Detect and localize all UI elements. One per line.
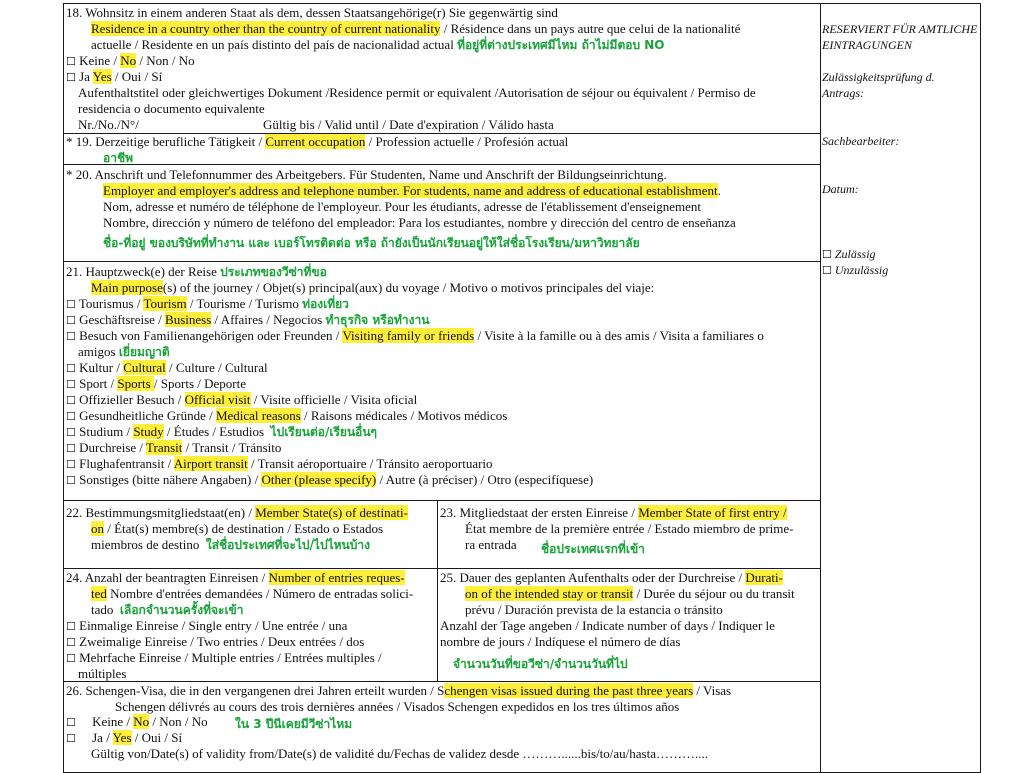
opt-hl: Cultural [123,360,166,375]
s25-b: / Durée du séjour ou du transit [633,586,795,601]
s18-line3-text: actuelle / Residente en un país distinto del país de nacionalidad actual [91,37,454,52]
opt-a: Kultur / [79,360,124,375]
opt-hl: Sports [117,376,154,391]
s23-line3: ra entrada [465,537,517,552]
opt-b: / Études / Estudios [163,424,265,439]
checkbox-icon[interactable]: ☐ [66,636,76,649]
divider-20-21 [63,261,821,262]
checkbox-icon[interactable]: ☐ [66,378,76,391]
checkbox-icon[interactable]: ☐ [66,474,76,487]
opt-b: / Sports / Deporte [153,376,246,391]
opt-thai: ไปเรียนต่อ/เรียนอื่นๆ [270,425,377,439]
s18-line6: Aufenthaltstitel oder gleichwertiges Dokument /Residence permit or equivalent /Autorisation de séjour ou équivalent / Permiso de [78,85,756,100]
s25-line1 [440,570,783,586]
s22-line1 [66,505,408,521]
s18-line7: residencia o documento equivalente [78,101,265,116]
s26-a: 26. Schengen-Visa, die in den vergangenen drei Jahren erteilt wurden / S [66,683,445,698]
opt-a: Sonstiges (bitte nähere Angaben) / [79,472,262,487]
s20-line4: Nombre, dirección y número de teléfono del empleador: Para los estudiantes, nombre y dirección del centro de enseñanza [103,215,736,230]
s23-hl: Member State of first entry / [638,505,787,520]
s21-option-airport-transit[interactable] [66,456,493,473]
s25-hl2: on of the intended stay or transit [465,586,634,601]
s18-yes-a: Ja [79,69,93,84]
s22-line3 [91,537,370,553]
opt-b: / Visite à la famille ou à des amis / Visita a familiares o [474,328,764,343]
s25-hl: Durati- [745,570,783,585]
opt-thai: เยี่ยมญาติ [118,345,170,359]
s18-yes-b: / Oui / Sí [111,69,163,84]
official-use-frame [820,3,981,773]
checkbox-icon[interactable]: ☐ [822,264,832,277]
s21-amigos-line [78,344,170,360]
s24-o3: Mehrfache Einreise / Multiple entries / Entrées multiples / [79,650,382,665]
opt-a: Offizieller Besuch / [79,392,185,407]
checkbox-icon[interactable]: ☐ [66,71,76,84]
s26-validity-dates-field[interactable]: Gültig von/Date(s) of validity from/Date(s) de validité du/Fechas de validez desde ………......bis/to/au/hasta……….... [91,746,708,761]
clerk-label: Sachbearbeiter: [822,134,900,148]
s21-hl: Main purpose [91,280,163,295]
s19-thai-note: อาชีพ [103,151,133,165]
checkbox-icon[interactable]: ☐ [66,394,76,407]
s26-yes-b: / Oui / Sí [131,730,183,745]
s24-line-multiples: múltiples [78,666,127,681]
s21-option-study[interactable] [66,424,377,441]
s21-title: 21. Hauptzweck(e) der Reise [66,264,217,279]
s18-thai-note: ที่อยู่ที่ต่างประเทศมีไหม ถ้าไม่มีตอบ NO [457,38,665,52]
s25-line3: prévu / Duración prevista de la estancia o tránsito [465,602,723,617]
s26-option-no[interactable] [66,714,208,731]
s18-option-yes[interactable] [66,69,162,86]
s21-option-visiting-family[interactable] [66,328,764,345]
opt-hl: Other (please specify) [261,472,377,487]
opt-b: / Visite officielle / Visita oficial [250,392,418,407]
s21-option-tourism[interactable] [66,296,349,313]
s24-hl: Number of entries reques- [268,570,405,585]
s21-heading [66,264,327,280]
checkbox-icon[interactable]: ☐ [66,620,76,633]
checkbox-icon[interactable]: ☐ [66,330,76,343]
s20-thai-note: ชื่อ-ที่อยู่ ของบริษัทที่ทำงาน และ เบอร์โทรติดต่อ หรือ ถ้ายังเป็นนักเรียนอยู่ให้ใส่ชื่อโรงเรียน/มหาวิทยาลัย [103,236,640,250]
checkbox-icon[interactable]: ☐ [66,732,76,745]
checkbox-icon[interactable]: ☐ [66,55,76,68]
s26-b: / Visas [693,683,732,698]
opt-hl: Official visit [184,392,251,407]
s23-line2: État membre de la première entrée / Estado miembro de prime- [465,521,794,536]
s26-yes-a: Ja / [92,730,113,745]
opt-thai: ทำธุรกิจ หรือทำงาน [325,313,430,327]
opt-a: Studium / [79,424,134,439]
s24-option-two[interactable] [66,634,364,651]
opt-hl: Study [133,424,164,439]
divider-19-20 [63,164,821,165]
checkbox-icon[interactable]: ☐ [66,410,76,423]
s24-hl2: ted [91,586,107,601]
checkbox-icon[interactable]: ☐ [66,652,76,665]
opt-hl: Airport transit [173,456,248,471]
s24-o2: Zweimalige Einreise / Two entries / Deux entrées / dos [79,634,365,649]
opt-b: / Transit / Tránsito [182,440,282,455]
application-label: Antrags: [822,86,864,100]
s19-hl: Current occupation [265,134,366,149]
s24-o1: Einmalige Einreise / Single entry / Une entrée / una [79,618,348,633]
s24-option-multiple[interactable] [66,650,382,667]
s19-b: / Profession actuelle / Profesión actual [365,134,569,149]
s24-l3: tado [91,602,114,617]
admissible-label: Zulässig [834,247,876,261]
s18-heading: 18. Wohnsitz in einem anderen Staat als dem, dessen Staatsangehörige(r) Sie gegenwärtig sind [66,5,558,20]
opt-a: Tourismus / [78,296,144,311]
inadmissible-option[interactable] [822,262,888,279]
s22-hl: Member State(s) of destinati- [255,505,408,520]
opt-b: / Transit aéroportuaire / Tránsito aeroportuario [247,456,493,471]
s25-line5: nombre de jours / Indíquese el número de días [440,634,681,649]
s25-thai-note: จำนวนวันที่ขอวีซ่า/จำนวนวันที่ไป [453,657,628,671]
s22-a: 22. Bestimmungsmitgliedstaat(en) / [66,505,256,520]
opt-a: Geschäftsreise / [79,312,166,327]
checkbox-icon[interactable]: ☐ [66,716,76,729]
divider-22-23 [437,500,438,681]
checkbox-icon[interactable]: ☐ [66,442,76,455]
inadmissible-label: Unzulässig [834,263,889,277]
s21-option-business[interactable] [66,312,429,329]
checkbox-icon[interactable]: ☐ [66,362,76,375]
s18-yes-hl: Yes [92,69,112,84]
s24-line3 [91,602,244,618]
s21-option-other[interactable] [66,472,593,489]
s20-b: . [717,183,721,198]
reserved-heading-1: RESERVIERT FÜR AMTLICHE [822,22,978,36]
s24-b: Nombre d'entrées demandées / Número de entradas solici- [106,586,414,601]
opt-hl: Transit [146,440,183,455]
s18-line3 [91,37,665,53]
s26-no-b: / Non / No [149,714,208,729]
opt-a: Sport / [79,376,118,391]
checkbox-icon[interactable]: ☐ [66,458,76,471]
s21-line2 [91,280,654,296]
opt-b: / Autre (à préciser) / Otro (especifíquese) [376,472,594,487]
checkbox-icon[interactable]: ☐ [66,314,76,327]
s24-option-single[interactable] [66,618,347,635]
s23-a: 23. Mitgliedstaat der ersten Einreise / [440,505,639,520]
s19-a: * 19. Derzeitige berufliche Tätigkeit / [66,134,266,149]
opt-b: / Raisons médicales / Motivos médicos [300,408,508,423]
s21-option-sports[interactable] [66,376,246,393]
s21-option-official-visit[interactable] [66,392,417,409]
s20-hl: Employer and employer's address and telephone number. For students, name and address of educational establishment [103,183,718,198]
opt-a: Besuch von Familienangehörigen oder Freunden / [79,328,343,343]
s18-line2 [91,21,740,37]
s18-option-no[interactable] [66,53,195,70]
s20-heading: * 20. Anschrift und Telefonnummer des Arbeitgebers. Für Studenten, Name und Anschrift der Bildungseinrichtung. [66,167,667,182]
s18-valid-until-field[interactable]: Gültig bis / Valid until / Date d'expiration / Válido hasta [263,117,554,132]
s18-no-b: / Non / No [136,53,195,68]
s18-line2-rest: / Résidence dans un pays autre que celui de la nationalité [440,21,741,36]
checkbox-icon[interactable]: ☐ [66,426,76,439]
s26-option-yes[interactable] [66,730,182,747]
s22-hl2: on [91,521,104,536]
s18-no-hl: No [120,53,137,68]
opt-b: / Affaires / Negocios [211,312,323,327]
s26-yes-hl: Yes [112,730,132,745]
s26-line1 [66,683,731,699]
s26-line2: Schengen délivrés au cours des trois dernières années / Visados Schengen expedidos en los tres últimos años [115,699,680,714]
s21-line2-b: (s) of the journey / Objet(s) principal(aux) du voyage / Motivo o motivos principales del viaje: [162,280,655,295]
reserved-heading-2: EINTRAGUNGEN [822,38,912,52]
divider-24-26 [63,681,821,682]
s21-option-transit[interactable] [66,440,281,457]
s24-a: 24. Anzahl der beantragten Einreisen / [66,570,269,585]
opt-b: / Tourisme / Turismo [186,296,299,311]
s25-line4: Anzahl der Tage angeben / Indicate number of days / Indiquer le [440,618,775,633]
opt-hl: Visiting family or friends [342,328,475,343]
s18-highlight: Residence in a country other than the country of current nationality [91,21,441,36]
s23-line1 [440,505,787,521]
opt-hl: Business [165,312,212,327]
s20-line2 [103,183,721,199]
s22-line2 [91,521,383,537]
s26-no-a: Keine / [92,714,134,729]
s24-line2 [91,586,413,602]
divider-22-24 [63,568,821,569]
s25-a: 25. Dauer des geplanten Aufenthalts oder der Durchreise / [440,570,746,585]
opt-b: / Culture / Cultural [165,360,268,375]
s21-thai-title: ประเภทของวีซ่าที่ขอ [220,265,327,279]
s21-option-cultural[interactable] [66,360,268,377]
s21-option-medical[interactable] [66,408,507,425]
s25-line2 [465,586,795,602]
s19-heading [66,134,568,150]
checkbox-icon[interactable]: ☐ [822,248,832,261]
s24-thai-note: เลือกจำนวนครั้งที่จะเข้า [119,603,244,617]
divider-21-22 [63,500,821,501]
s22-l3: miembros de destino [91,537,200,552]
s26-thai-note: ใน 3 ปีนีเคยมีวีซ่าไหม [235,717,353,731]
s22-thai-note: ใส่ชื่อประเทศที่จะไป/ไปไหนบ้าง [205,538,370,552]
opt-a: Flughafentransit / [79,456,174,471]
date-label: Datum: [822,182,859,196]
s26-hl: chengen visas issued during the past three years [444,683,694,698]
s26-no-hl: No [133,714,150,729]
s18-permit-number-field[interactable]: Nr./No./N°/ [78,117,139,132]
s24-line1 [66,570,405,586]
opt-a: Gesundheitliche Gründe / [79,408,216,423]
s22-b: / État(s) membre(s) de destination / Estado o Estados [104,521,384,536]
opt-a: Durchreise / [79,440,147,455]
checkbox-icon[interactable]: ☐ [66,298,76,311]
opt-hl: Medical reasons [215,408,301,423]
admissibility-check-label: Zulässigkeitsprüfung d. [822,70,935,84]
s18-no-a: Keine / [79,53,121,68]
opt-hl: Tourism [143,296,187,311]
opt-amigos: amigos [78,344,116,359]
s23-thai-note: ชื่อประเทศแรกที่เข้า [541,542,645,556]
s20-line3: Nom, adresse et numéro de téléphone de l'employeur. Pour les étudiants, adresse de l'établissement d'enseignement [103,199,701,214]
admissible-option[interactable] [822,246,876,263]
opt-thai: ท่องเที่ยว [302,297,349,311]
